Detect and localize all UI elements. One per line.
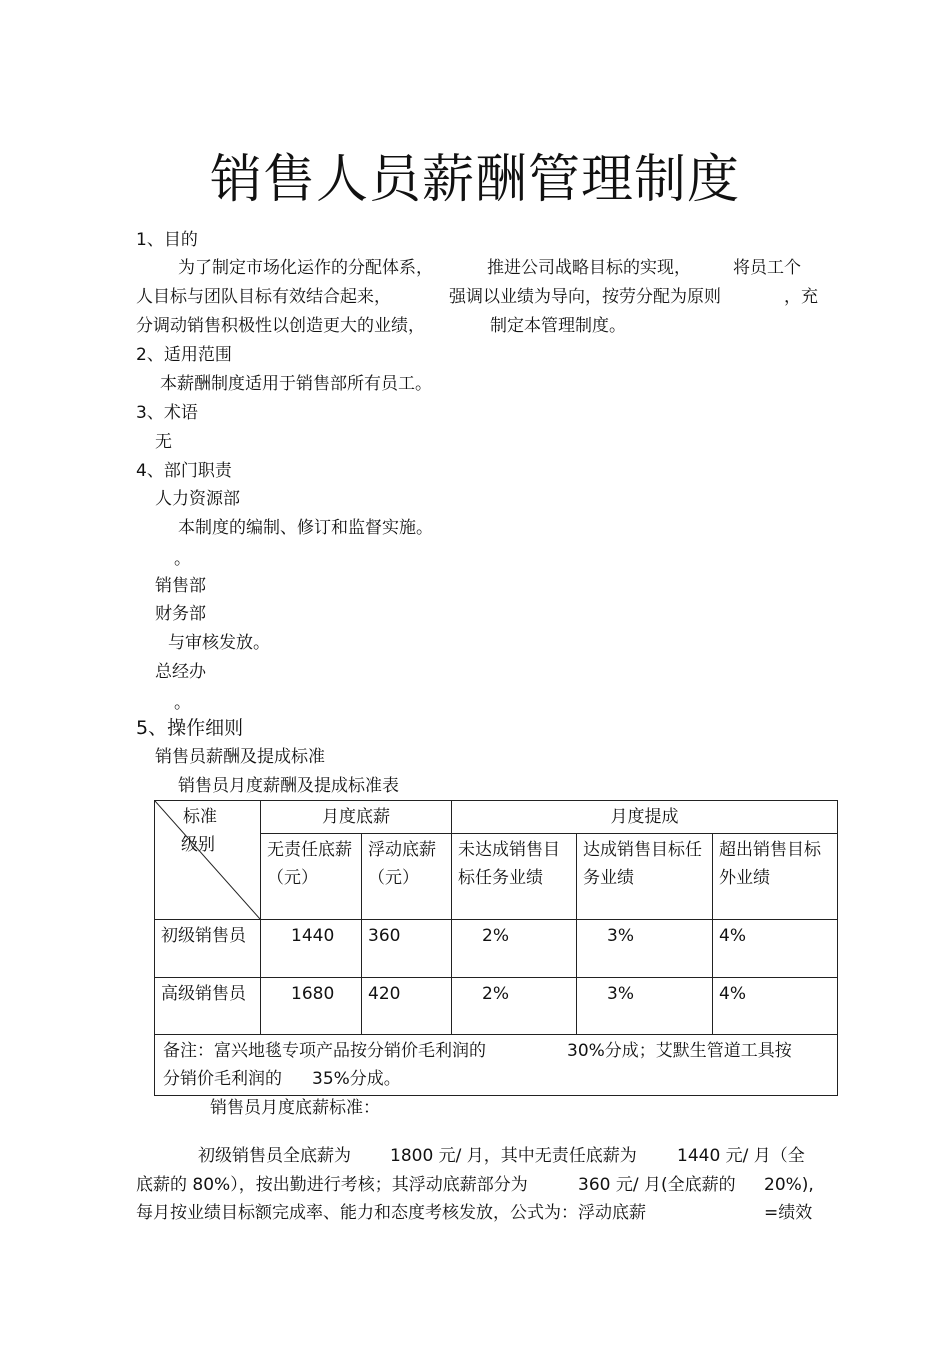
cell-value: 4% <box>713 978 838 1035</box>
header-group-commission: 月度提成 <box>452 801 838 834</box>
cell-value: 360 <box>362 920 452 978</box>
dept-sales: 销售部 <box>155 576 206 596</box>
dept-finance: 财务部 <box>155 604 206 624</box>
note-text: 分销价毛利润的 <box>163 1069 282 1089</box>
row-level: 高级销售员 <box>155 978 261 1035</box>
col-header: 未达成销售目标任务业绩 <box>452 834 577 920</box>
col-header: 浮动底薪（元） <box>362 834 452 920</box>
table-note <box>155 1035 838 1096</box>
col-header: 达成销售目标任务业绩 <box>577 834 713 920</box>
note-text: 30%分成；艾默生管道工具按 <box>567 1041 792 1061</box>
section-1-text: 强调以业绩为导向，按劳分配为原则 <box>449 287 721 307</box>
table-title: 销售员月度薪酬及提成标准表 <box>178 776 399 796</box>
col-header: 超出销售目标外业绩 <box>713 834 838 920</box>
section-4-heading: 4、部门职责 <box>136 461 232 481</box>
cell-value: 3% <box>577 978 713 1035</box>
base-salary-text: 1440 元/ 月（全 <box>677 1146 805 1166</box>
corner-label-top: 标准 <box>183 807 217 827</box>
section-1-heading: 1、目的 <box>136 230 198 250</box>
base-salary-text: 1800 元/ 月，其中无责任底薪为 <box>390 1146 637 1166</box>
col-header: 无责任底薪（元） <box>261 834 362 920</box>
section-1-text: 推进公司战略目标的实现， <box>487 258 691 278</box>
section-1-text: 为了制定市场化运作的分配体系， <box>178 258 433 278</box>
section-2-text: 本薪酬制度适用于销售部所有员工。 <box>160 374 432 394</box>
salary-table <box>154 800 838 1096</box>
cell-value: 3% <box>577 920 713 978</box>
base-salary-text: 初级销售员全底薪为 <box>198 1146 351 1166</box>
section-1-text: 人目标与团队目标有效结合起来， <box>136 287 391 307</box>
base-salary-text: 360 元/ 月(全底薪的 <box>578 1175 736 1195</box>
cell-value: 2% <box>452 978 577 1035</box>
table-row <box>155 920 838 978</box>
section-2-heading: 2、适用范围 <box>136 345 232 365</box>
dept-hr: 人力资源部 <box>155 489 240 509</box>
section-3-heading: 3、术语 <box>136 403 198 423</box>
section-5-subheading: 销售员薪酬及提成标准 <box>155 747 325 767</box>
cell-value: 2% <box>452 920 577 978</box>
table-corner-cell <box>155 801 261 920</box>
base-salary-text: 底薪的 80%），按出勤进行考核；其浮动底薪部分为 <box>136 1175 528 1195</box>
cell-value: 4% <box>713 920 838 978</box>
note-text: 备注：富兴地毯专项产品按分销价毛利润的 <box>163 1041 486 1061</box>
table-row <box>155 978 838 1035</box>
page-title: 销售人员薪酬管理制度 <box>209 150 740 210</box>
cell-value: 1680 <box>261 978 362 1035</box>
section-3-text: 无 <box>155 432 172 452</box>
section-1-text: 将员工个 <box>733 258 801 278</box>
dept-dot: 。 <box>174 549 191 569</box>
row-level: 初级销售员 <box>155 920 261 978</box>
section-1-text: 制定本管理制度。 <box>490 316 626 336</box>
dept-gm: 总经办 <box>155 662 206 682</box>
dept-hr-text: 本制度的编制、修订和监督实施。 <box>178 518 433 538</box>
cell-value: 420 <box>362 978 452 1035</box>
base-salary-text: 每月按业绩目标额完成率、能力和态度考核发放，公式为：浮动底薪 <box>136 1203 646 1223</box>
section-1-text: 分调动销售积极性以创造更大的业绩， <box>136 316 425 336</box>
dept-dot: 。 <box>174 693 191 713</box>
base-salary-text: 20%), <box>764 1175 814 1195</box>
base-salary-text: =绩效 <box>764 1203 813 1223</box>
note-text: 35%分成。 <box>312 1069 401 1089</box>
section-1-text: ，充 <box>784 287 818 307</box>
header-group-base-salary: 月度底薪 <box>261 801 452 834</box>
corner-label-bottom: 级别 <box>181 835 215 855</box>
section-5-heading: 5、操作细则 <box>136 717 244 739</box>
cell-value: 1440 <box>261 920 362 978</box>
base-salary-heading: 销售员月度底薪标准： <box>210 1098 380 1118</box>
dept-finance-text: 与审核发放。 <box>168 633 270 653</box>
